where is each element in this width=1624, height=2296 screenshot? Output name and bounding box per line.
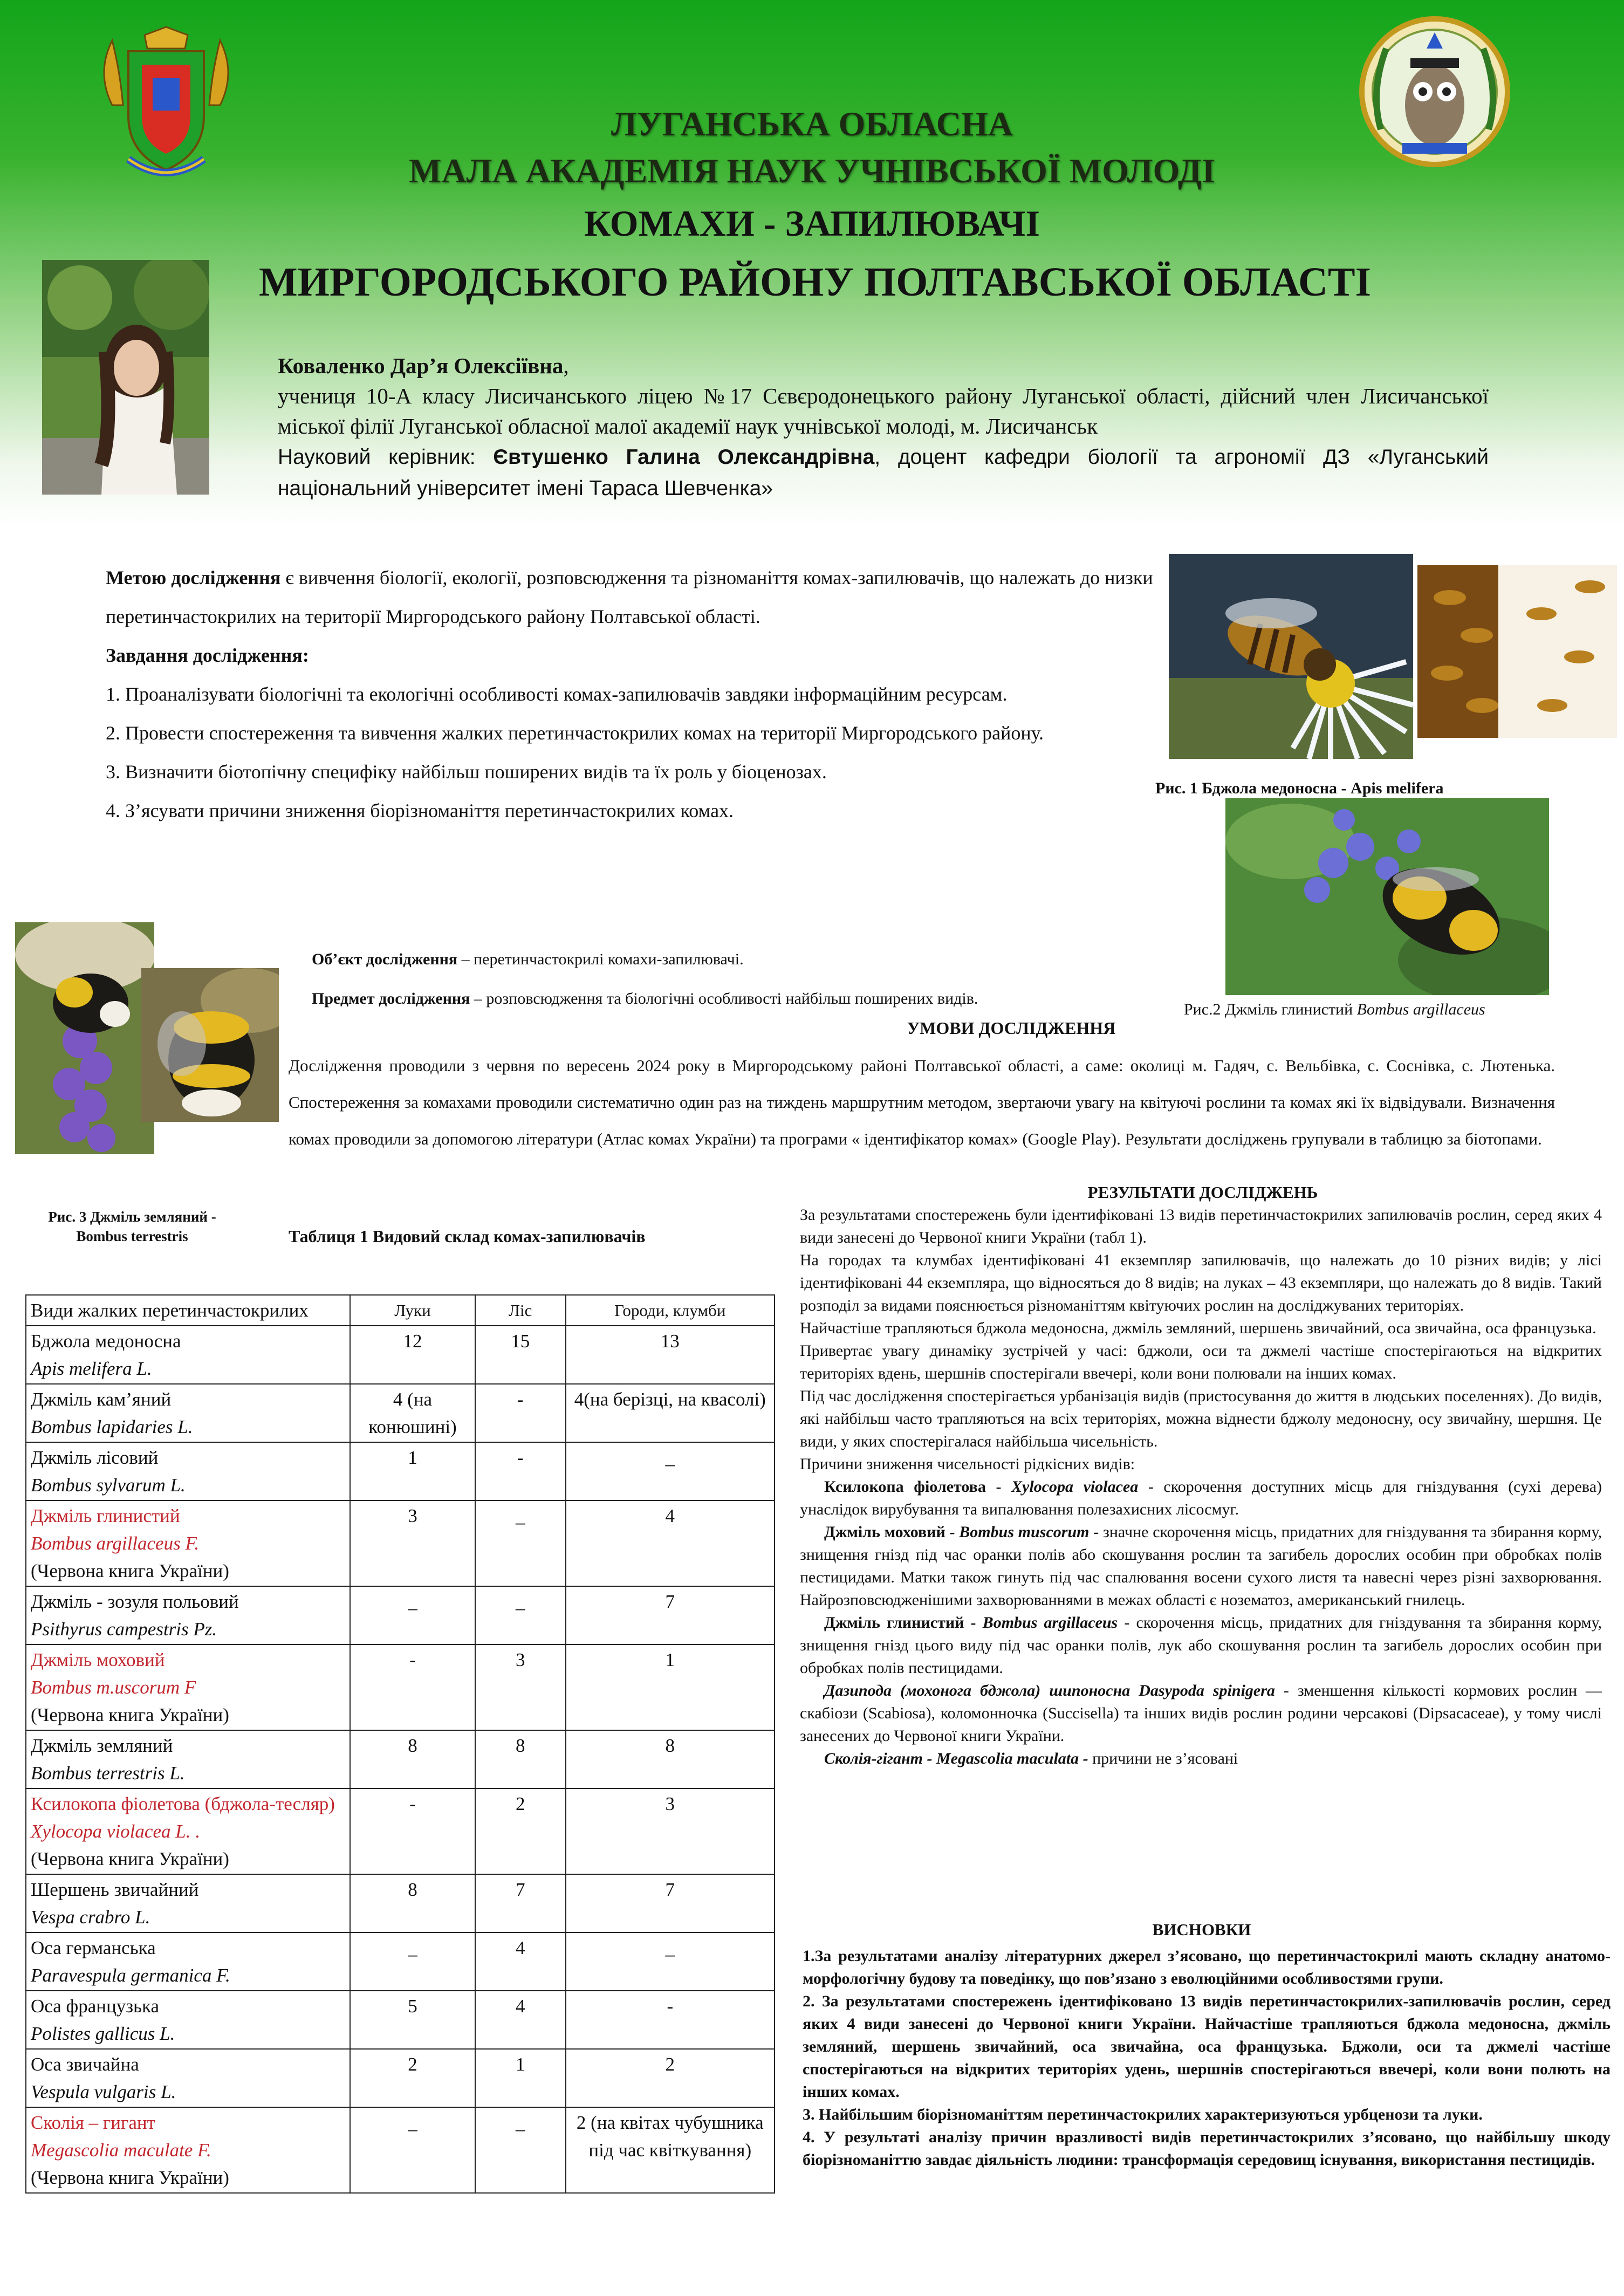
table-header-meadow: Луки xyxy=(350,1295,475,1326)
bumblebee-terrestris-photo-1 xyxy=(15,922,154,1154)
table-row xyxy=(26,1586,775,1644)
author-description: учениця 10-А класу Лисичанського ліцею №17 Сєвєродонецького району Луганської області, дійсний член Лисичанської міської філії Луганської обласної малої академії наук учнівської молоді, м. Лисичанськ xyxy=(278,383,1489,438)
red-book-note: (Червона книга України) xyxy=(31,2167,229,2188)
species-cell xyxy=(26,1730,350,1788)
count-forest: - xyxy=(475,1384,566,1442)
table-header-forest: Ліс xyxy=(475,1295,566,1326)
conclusion-item: 4. У результаті аналізу причин вразливості видів перетинчастокрилих з’ясовано, що найбільшу шкоду біорізноманіттю завдає діяльність людини: трансформація середовищ існування, використання пестицидів. xyxy=(803,2128,1611,2169)
results-text xyxy=(800,1204,1602,1770)
aim-text: є вивчення біології, екології, розповсюдження та різноманіття комах-запилювачів, що належать до низки перетинчастокрилих на території Миргородського району Полтавської області. xyxy=(106,567,1153,627)
count-meadow: 8 xyxy=(350,1730,475,1788)
count-forest: 8 xyxy=(475,1730,566,1788)
count-meadow: _ xyxy=(350,1586,475,1644)
species-name: Джміль - зозуля польовий xyxy=(31,1591,239,1612)
table-row xyxy=(26,2049,775,2107)
cause-latin: Bombus muscorum xyxy=(959,1523,1089,1541)
count-meadow: _ xyxy=(350,1932,475,1991)
species-latin: Vespula vulgaris L. xyxy=(31,2081,176,2102)
title-line-1: ЛУГАНСЬКА ОБЛАСНА xyxy=(611,105,1013,143)
count-forest: 15 xyxy=(475,1326,566,1384)
species-latin: Xylocopa violacea L. . xyxy=(31,1821,200,1842)
object-label: Об’єкт дослідження xyxy=(312,950,458,968)
task-item: 3. Визначити біотопічну специфіку найбільш поширених видів та їх роль у біоценозах. xyxy=(106,761,827,783)
results-paragraph: За результатами спостережень були ідентифіковані 13 видів перетинчастокрилих запилювачів рослин, серед яких 4 види занесені до Червоної книги України (табл 1). xyxy=(800,1206,1602,1246)
count-meadow: 5 xyxy=(350,1991,475,2049)
figure-2-caption xyxy=(1184,1000,1605,1019)
cause-item xyxy=(800,1612,1602,1680)
species-cell xyxy=(26,1932,350,1991)
figure-3-caption-line1: Рис. 3 Джміль земляний - xyxy=(48,1209,216,1225)
cause-latin: Dasypoda spinigera xyxy=(1139,1682,1275,1699)
species-cell xyxy=(26,1788,350,1874)
species-latin: Polistes gallicus L. xyxy=(31,2023,175,2044)
author-name-suffix: , xyxy=(563,353,569,378)
object-subject xyxy=(312,940,1115,1018)
table-row xyxy=(26,1730,775,1788)
species-latin: Bombus sylvarum L. xyxy=(31,1475,186,1496)
species-name: Оса французька xyxy=(31,1996,159,2017)
figure-3-caption xyxy=(16,1207,248,1246)
results-paragraph: Причини зниження чисельності рідкісних видів: xyxy=(800,1455,1135,1473)
figure-2-caption-latin: Bombus argillaceus xyxy=(1356,1000,1485,1018)
count-gardens: 7 xyxy=(566,1874,775,1932)
count-meadow: 12 xyxy=(350,1326,475,1384)
species-name: Бджола медоносна xyxy=(31,1331,181,1352)
conclusion-item: 2. За результатами спостережень ідентифіковано 13 видів перетинчастокрилих-запилювачів рослин, серед яких 4 види занесені до Червоної книги України. Найчастіше трапляються бджола медоносна, джміль земляний, шершень звичайний, оса звичайна, оса французька. Бджоли, оси та джмелі частіше спостерігаються на відкритих територіях удень, шершнів спостерігаються ввечері, коли вони полють на інших комах. xyxy=(803,1992,1611,2101)
conditions-text: Дослідження проводили з червня по вересень 2024 року в Миргородському районі Полтавської області, а саме: околиці м. Гадяч, с. Вельбівка, с. Соснівка, с. Лютенька. Спостереження за комахами проводили систематично один раз на тиждень маршрутним методом, звертаючи увагу на квітуючі рослини та комах які їх відвідували. Визначення комах проводили за допомогою літератури (Атлас комах України) та програми « ідентифікатор комах» (Google Play). Результати досліджень групували в таблицю за біотопами. xyxy=(289,1056,1555,1148)
figure-3-caption-line2: Bombus terrestris xyxy=(76,1228,188,1244)
cause-latin: Bombus argillaceus xyxy=(982,1614,1118,1632)
count-forest: 4 xyxy=(475,1991,566,2049)
task-item: 2. Провести спостереження та вивчення жалких перетинчастокрилих комах на території Миргородського району. xyxy=(106,722,1044,744)
aim-label: Метою дослідження xyxy=(106,567,281,588)
table-header-gardens: Городи, клумби xyxy=(566,1295,775,1326)
bees-on-honeycomb-photo xyxy=(1417,565,1617,738)
species-cell xyxy=(26,2107,350,2193)
cause-text: - скорочення місць, придатних для гніздування та збирання корму, знищення гнізд цього виду під час оранки полів, лук або скошування рослин та загибель дорослих особин при обробках полів пестицидами. xyxy=(800,1614,1602,1677)
task-item: 1. Проаналізувати біологічні та екологічні особливості комах-запилювачів завдяки інформаційним ресурсам. xyxy=(106,683,1008,705)
title-line-2: МАЛА АКАДЕМІЯ НАУК УЧНІВСЬКОЇ МОЛОДІ xyxy=(409,152,1215,190)
figure-2-caption-prefix: Рис.2 Джміль глинистий xyxy=(1184,1000,1357,1018)
red-book-note: (Червона книга України) xyxy=(31,1848,229,1869)
object-text: – перетинчастокрилі комахи-запилювачі. xyxy=(457,950,744,968)
species-cell xyxy=(26,2049,350,2107)
count-gardens: 1 xyxy=(566,1644,775,1730)
academy-owl-emblem xyxy=(1348,11,1521,173)
cause-item xyxy=(800,1680,1602,1747)
species-latin: Apis melifera L. xyxy=(31,1358,152,1379)
cause-item xyxy=(800,1521,1602,1612)
count-forest: _ xyxy=(475,1500,566,1586)
count-gardens: 4(на берізці, на квасолі) xyxy=(566,1384,775,1442)
species-name: Оса германська xyxy=(31,1937,156,1958)
table-row xyxy=(26,1326,775,1384)
species-name: Ксилокопа фіолетова (бджола-тесляр) xyxy=(31,1793,335,1814)
species-latin: Bombus lapidaries L. xyxy=(31,1416,193,1437)
species-cell xyxy=(26,1586,350,1644)
species-name: Сколія – гигант xyxy=(31,2112,155,2133)
cause-item xyxy=(800,1747,1602,1770)
results-paragraph: Найчастіше трапляються бджола медоносна, джміль земляний, шершень звичайний, оса звичайна, оса французька. xyxy=(800,1319,1596,1337)
subject-text: – розповсюдження та біологічні особливості найбільш поширених видів. xyxy=(470,990,978,1008)
count-meadow: 2 xyxy=(350,2049,475,2107)
count-meadow: 4 (на конюшині) xyxy=(350,1384,475,1442)
count-gardens: 3 xyxy=(566,1788,775,1874)
supervisor-details: , доцент кафедри біології та агрономії ДЗ «Луганський національний університет імені Тараса Шевченка» xyxy=(278,446,1489,500)
subject-label: Предмет дослідження xyxy=(312,990,470,1008)
count-meadow: - xyxy=(350,1788,475,1874)
species-table xyxy=(25,1294,775,2194)
table-row xyxy=(26,1932,775,1991)
species-name: Шершень звичайний xyxy=(31,1879,199,1900)
count-gardens: 2 (на квітах чубушника під час квіткування) xyxy=(566,2107,775,2193)
species-cell xyxy=(26,1442,350,1500)
supervisor-label: Науковий керівник: xyxy=(278,446,494,469)
count-gardens: 13 xyxy=(566,1326,775,1384)
cause-title: Джміль моховий - xyxy=(824,1523,960,1541)
count-meadow: - xyxy=(350,1644,475,1730)
count-forest: 1 xyxy=(475,2049,566,2107)
results-paragraph: На городах та клумбах ідентифіковані 41 екземпляр запилювачів, що належать до 10 різних видів; у лісі ідентифіковані 44 екземпляра, що відносяться до 8 видів; на луках – 43 екземпляри, що належать до 8 видів. Такий розподіл за видами пояснюється різноманіттям квітуючих рослин на досліджуваних територіях. xyxy=(800,1251,1602,1314)
conclusion-item: 1.За результатами аналізу літературних джерел з’ясовано, що перетинчастокрилі мають складну анатомо-морфологічну будову та поведінку, що пов’язано з еволюційними особливостями групи. xyxy=(803,1947,1611,1987)
count-meadow: 1 xyxy=(350,1442,475,1500)
results-paragraph: Під час дослідження спостерігається урбанізація видів (пристосування до життя в людських поселеннях). До видів, які найбільш часто трапляються на всіх територіях, можна віднести бджолу медоносну, осу звичайну, шершня. Це види, у яких спостерігалася найбільша чисельність. xyxy=(800,1387,1602,1450)
author-name: Коваленко Дар’я Олексіївна xyxy=(278,353,564,378)
count-forest: _ xyxy=(475,2107,566,2193)
figure-1-caption: Рис. 1 Бджола медоносна - Apis melifera xyxy=(1155,779,1444,797)
count-gardens: - xyxy=(566,1991,775,2049)
species-latin: Bombus m.uscorum F xyxy=(31,1677,196,1698)
count-forest: 2 xyxy=(475,1788,566,1874)
red-book-note: (Червона книга України) xyxy=(31,1704,229,1725)
table-header-species: Види жалких перетинчастокрилих xyxy=(26,1295,350,1326)
species-latin: Paravespula germanica F. xyxy=(31,1965,230,1986)
cause-title: Ксилокопа фіолетова - xyxy=(824,1478,1012,1496)
author-info xyxy=(278,351,1489,504)
conclusions-heading: ВИСНОВКИ xyxy=(1152,1920,1251,1939)
count-forest: _ xyxy=(475,1586,566,1644)
results-heading: РЕЗУЛЬТАТИ ДОСЛІДЖЕНЬ xyxy=(1087,1183,1318,1202)
table-row xyxy=(26,1991,775,2049)
cause-title: Дазипода (мохонога бджола) шипоносна xyxy=(824,1682,1139,1699)
count-meadow: _ xyxy=(350,2107,475,2193)
table-row xyxy=(26,1644,775,1730)
bumblebee-argillaceus-photo xyxy=(1225,798,1549,995)
table-row xyxy=(26,1500,775,1586)
species-name: Джміль лісовий xyxy=(31,1447,159,1468)
count-forest: 4 xyxy=(475,1932,566,1991)
species-name: Оса звичайна xyxy=(31,2054,139,2075)
count-gardens: 7 xyxy=(566,1586,775,1644)
species-cell xyxy=(26,1874,350,1932)
aim-section xyxy=(106,558,1163,830)
count-gardens: 4 xyxy=(566,1500,775,1586)
species-latin: Megascolia maculate F. xyxy=(31,2140,211,2161)
red-book-note: (Червона книга України) xyxy=(31,1560,229,1581)
species-name: Джміль глинистий xyxy=(31,1505,180,1526)
results-paragraph: Привертає увагу динаміку зустрічей у часі: бджоли, оси та джмелі частіше спостерігаються на відкритих територіях вдень, шершнів спостерігали ввечері, коли вони полювали на інших комах. xyxy=(800,1342,1602,1382)
species-latin: Bombus terrestris L. xyxy=(31,1763,185,1784)
species-cell xyxy=(26,1326,350,1384)
table-row xyxy=(26,2107,775,2193)
cause-text: причини не з’ясовані xyxy=(1092,1750,1238,1767)
table-row xyxy=(26,1788,775,1874)
table-row xyxy=(26,1384,775,1442)
title-line-3: КОМАХИ - ЗАПИЛЮВАЧІ xyxy=(584,203,1040,244)
cause-text: - скорочення доступних місць для гніздування (сухі дерева) унаслідок вирубування та випалювання полезахисних лісосмуг. xyxy=(800,1478,1602,1518)
count-forest: 7 xyxy=(475,1874,566,1932)
species-cell xyxy=(26,1991,350,2049)
task-item: 4. З’ясувати причини зниження біорізноманіття перетинчастокрилих комах. xyxy=(106,800,734,821)
supervisor-name: Євтушенко Галина Олександрівна xyxy=(493,446,875,469)
cause-title: Сколія-гігант - Megascolia maculata - xyxy=(824,1750,1093,1767)
count-gardens: 2 xyxy=(566,2049,775,2107)
table-header-row xyxy=(26,1295,775,1326)
bumblebee-terrestris-photo-2 xyxy=(141,968,279,1122)
honeybee-photo xyxy=(1169,554,1413,759)
conclusions-text xyxy=(803,1945,1611,2171)
table-body xyxy=(26,1326,775,2193)
species-latin: Bombus argillaceus F. xyxy=(31,1533,200,1554)
table-caption: Таблиця 1 Видовий склад комах-запилювачів xyxy=(289,1226,646,1246)
species-cell xyxy=(26,1500,350,1586)
cause-item xyxy=(800,1476,1602,1521)
count-forest: - xyxy=(475,1442,566,1500)
count-meadow: 3 xyxy=(350,1500,475,1586)
species-latin: Vespa crabro L. xyxy=(31,1907,150,1928)
count-meadow: 8 xyxy=(350,1874,475,1932)
cause-latin: Xylocopa violacea xyxy=(1011,1478,1139,1496)
table-row xyxy=(26,1442,775,1500)
tasks-label: Завдання дослідження: xyxy=(106,645,309,666)
title-line-4: МИРГОРОДСЬКОГО РАЙОНУ ПОЛТАВСЬКОЇ ОБЛАСТІ xyxy=(259,259,1372,305)
count-gardens: _ xyxy=(566,1932,775,1991)
species-cell xyxy=(26,1644,350,1730)
conclusion-item: 3. Найбільшим біорізноманіттям перетинчастокрилих характеризуються урбценози та луки. xyxy=(803,2106,1483,2123)
conditions-heading: УМОВИ ДОСЛІДЖЕННЯ xyxy=(907,1018,1116,1038)
count-gardens: 8 xyxy=(566,1730,775,1788)
species-latin: Psithyrus campestris Pz. xyxy=(31,1619,217,1640)
species-cell xyxy=(26,1384,350,1442)
count-gardens: _ xyxy=(566,1442,775,1500)
species-name: Джміль моховий xyxy=(31,1649,165,1670)
table-row xyxy=(26,1874,775,1932)
cause-title: Джміль глинистий - xyxy=(824,1614,983,1632)
count-forest: 3 xyxy=(475,1644,566,1730)
species-name: Джміль кам’яний xyxy=(31,1389,172,1410)
cause-text: - значне скорочення місць, придатних для гніздування та збирання корму, знищення гнізд під час оранки полів або скошування рослин та загибель дорослих особин при обробках полів пестицидами. Матки також гинуть під час спалювання восени сухого листя та навесні через різні захворювання. Найрозповсюдженішими захворюваннями в межах області є нозематоз, американський гнилець. xyxy=(800,1523,1602,1609)
author-photo xyxy=(42,260,209,495)
species-name: Джміль земляний xyxy=(31,1735,173,1756)
cause-text: - зменшення кількості кормових рослин — скабіози (Scabiosa), коломонночка (Succisella) та інших видів рослин родини черсакові (Dipsacaceae), у тому числі занесених до Червоної книги України. xyxy=(800,1682,1602,1745)
